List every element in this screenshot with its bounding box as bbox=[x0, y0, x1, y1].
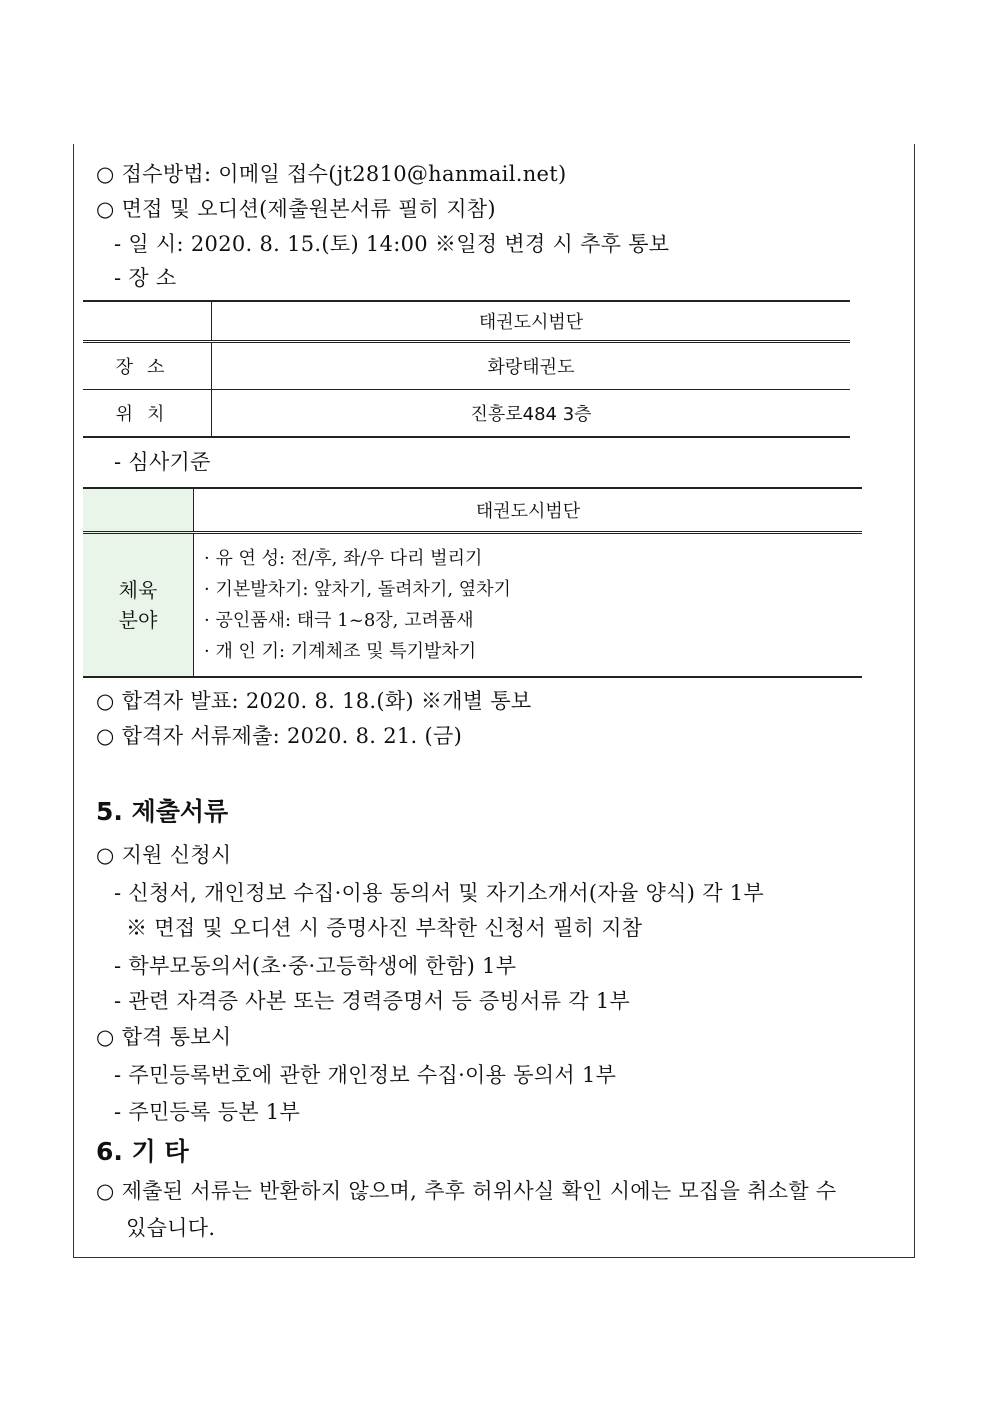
application-method: ○ 접수방법: 이메일 접수(jt2810@hanmail.net) bbox=[96, 162, 567, 186]
location-table-corner bbox=[83, 301, 212, 342]
section5-item-a3: - 관련 자격증 사본 또는 경력증명서 등 증빙서류 각 1부 bbox=[114, 989, 631, 1013]
location-row-value: 화랑태권도 bbox=[212, 342, 851, 390]
criteria-row-label bbox=[83, 533, 194, 678]
criteria-list bbox=[194, 533, 863, 678]
document-submission-date: ○ 합격자 서류제출: 2020. 8. 21. (금) bbox=[96, 724, 463, 748]
section5-title: 5. 제출서류 bbox=[96, 797, 229, 826]
criteria-label: - 심사기준 bbox=[114, 450, 211, 474]
criteria-row-label-line1: 체육 bbox=[118, 578, 158, 602]
location-row-label: 장소 bbox=[83, 342, 212, 390]
criteria-item: · 기본발차기: 앞차기, 돌려차기, 옆차기 bbox=[204, 579, 511, 600]
location-table-header: 태권도시범단 bbox=[212, 301, 851, 342]
section5-item-a1-note: ※ 면접 및 오디션 시 증명사진 부착한 신청서 필히 지참 bbox=[126, 916, 643, 940]
interview-audition: ○ 면접 및 오디션(제출원본서류 필히 지참) bbox=[96, 197, 496, 221]
section5-item-b: ○ 합격 통보시 bbox=[96, 1025, 232, 1049]
section6-title: 6. 기 타 bbox=[96, 1137, 189, 1166]
interview-location-label: - 장 소 bbox=[114, 266, 177, 290]
announcement: ○ 합격자 발표: 2020. 8. 18.(화) ※개별 통보 bbox=[96, 689, 532, 713]
criteria-table-header: 태권도시범단 bbox=[194, 488, 863, 533]
section5-item-a1: - 신청서, 개인정보 수집·이용 동의서 및 자기소개서(자율 양식) 각 1부 bbox=[114, 881, 765, 905]
section5-item-a2: - 학부모동의서(초·중·고등학생에 한함) 1부 bbox=[114, 954, 517, 978]
section5-item-b2: - 주민등록 등본 1부 bbox=[114, 1100, 301, 1124]
section5-item-b1: - 주민등록번호에 관한 개인정보 수집·이용 동의서 1부 bbox=[114, 1063, 617, 1087]
location-table bbox=[83, 300, 850, 438]
criteria-item: · 유 연 성: 전/후, 좌/우 다리 벌리기 bbox=[204, 548, 483, 569]
criteria-table-corner bbox=[83, 488, 194, 533]
criteria-item: · 공인품새: 태극 1~8장, 고려품새 bbox=[204, 610, 474, 631]
criteria-item: · 개 인 기: 기계체조 및 특기발차기 bbox=[204, 641, 477, 662]
address-row-value: 진흥로484 3층 bbox=[212, 390, 851, 438]
criteria-row-label-line2: 분야 bbox=[118, 608, 158, 632]
section6-item-c1: ○ 제출된 서류는 반환하지 않으며, 추후 허위사실 확인 시에는 모집을 취소할 수 bbox=[96, 1179, 837, 1203]
criteria-table bbox=[83, 487, 862, 678]
interview-datetime: - 일 시: 2020. 8. 15.(토) 14:00 ※일정 변경 시 추후 통보 bbox=[114, 232, 670, 256]
section6-item-c2: 있습니다. bbox=[126, 1216, 216, 1240]
address-row-label: 위치 bbox=[83, 390, 212, 438]
section5-item-a: ○ 지원 신청시 bbox=[96, 843, 232, 867]
